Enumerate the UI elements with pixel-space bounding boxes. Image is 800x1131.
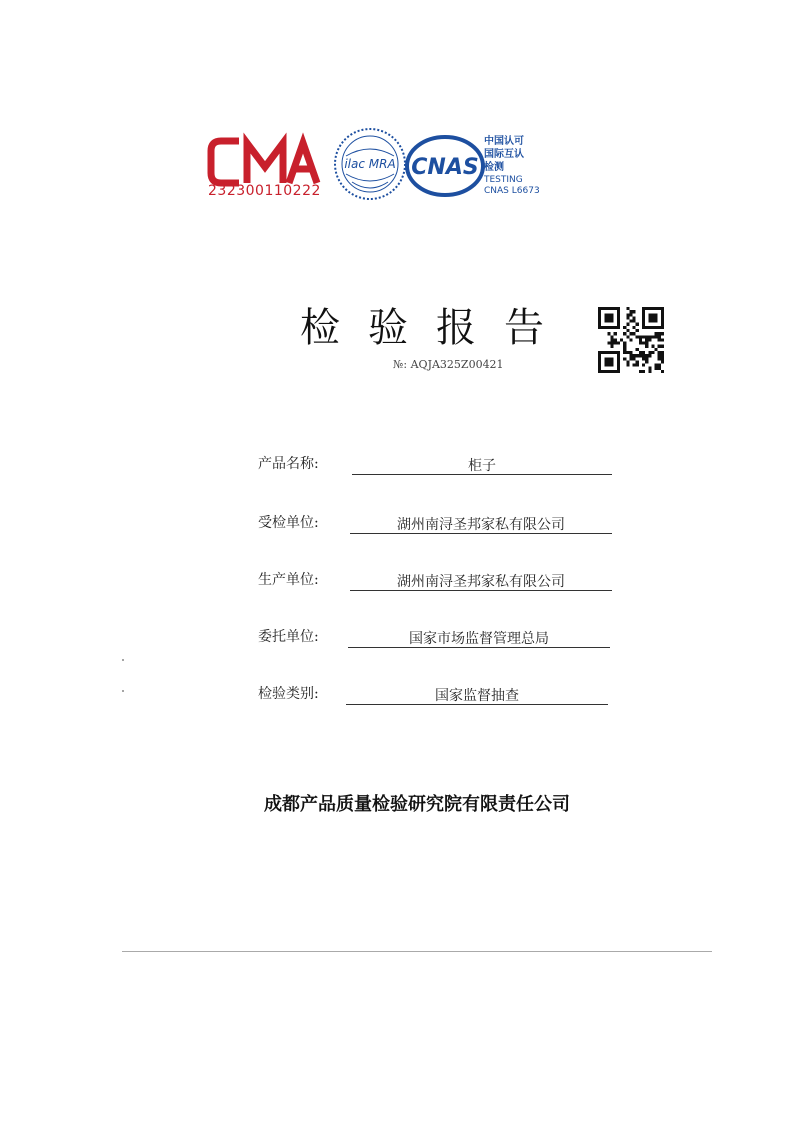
field-value-inspection-type: 国家监督抽查 [435,688,519,704]
svg-text:CNAS: CNAS [411,155,479,180]
report-number: №: AQJA325Z00421 [393,358,504,371]
cma-number: 232300110222 [208,183,321,199]
field-label-product-name: 产品名称: [258,456,319,472]
cnas-logo [405,134,485,198]
field-label-entrusting-unit: 委托单位: [258,629,319,645]
field-label-inspection-type: 检验类别: [258,686,319,702]
field-underline [350,590,612,591]
svg-text:ilac MRA: ilac MRA [344,157,396,171]
bottom-rule [122,951,712,952]
cnas-cn-line1: 中国认可 [484,136,524,147]
field-value-product-name: 柜子 [468,458,496,474]
cnas-cn-line2: 国际互认 [484,149,524,160]
field-value-manufacturer: 湖州南浔圣邦家私有限公司 [397,574,565,590]
field-underline [348,647,610,648]
field-label-inspected-unit: 受检单位: [258,515,319,531]
field-underline [352,474,612,475]
field-value-inspected-unit: 湖州南浔圣邦家私有限公司 [397,517,565,533]
qr-code[interactable] [598,307,664,373]
cnas-cn-line3: 检测 [484,162,504,173]
field-underline [346,704,608,705]
cnas-en-line1: TESTING [484,175,523,185]
field-underline [350,533,612,534]
scan-speck [122,690,124,692]
lab-name: 成都产品质量检验研究院有限责任公司 [264,794,570,815]
ilac-mra-logo [332,126,408,202]
cnas-en-line2: CNAS L6673 [484,186,540,196]
field-value-entrusting-unit: 国家市场监督管理总局 [409,631,549,647]
scan-speck [122,659,124,661]
field-label-manufacturer: 生产单位: [258,572,319,588]
report-title: 检验报告 [300,305,572,351]
